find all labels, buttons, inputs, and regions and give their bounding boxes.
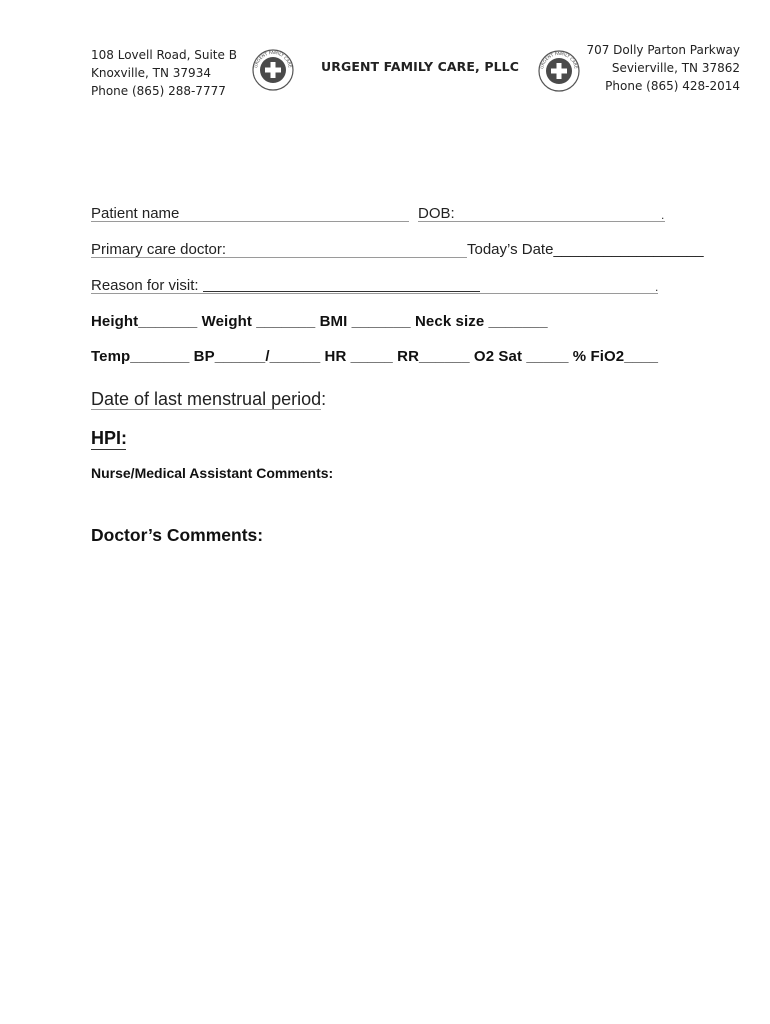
dob-label: DOB: (418, 205, 455, 222)
address-line: 707 Dolly Parton Parkway (586, 43, 740, 57)
dob-end-mark: . (661, 208, 665, 222)
clinic-logo-left (252, 49, 294, 91)
svg-text:URGENT FAMILY CARE: URGENT FAMILY CARE (539, 50, 579, 70)
last-menstrual-period-label: Date of last menstrual period: (91, 389, 327, 409)
clinic-name: URGENT FAMILY CARE, PLLC (321, 59, 519, 74)
todays-date-field[interactable]: Today’s Date__________________ (467, 241, 704, 258)
patient-name-field[interactable] (91, 221, 409, 222)
svg-text:URGENT FAMILY CARE: URGENT FAMILY CARE (253, 49, 293, 69)
primary-care-field[interactable] (91, 257, 467, 258)
address-line: Phone (865) 428-2014 (605, 79, 740, 93)
medical-cross-seal-icon (252, 49, 294, 91)
doctor-comments-label: Doctor’s Comments: (91, 525, 264, 545)
reason-for-visit-label: Reason for visit: (91, 277, 199, 294)
dob-field[interactable] (418, 221, 665, 222)
address-line: 108 Lovell Road, Suite B (91, 48, 237, 62)
clinic-address-sevierville (560, 41, 740, 95)
vitals-row-measurements[interactable]: Height_______ Weight _______ BMI _______ Neck size _______ (91, 313, 548, 330)
address-line: Knoxville, TN 37934 (91, 66, 211, 80)
vitals-row-signs[interactable]: Temp_______ BP______/______ HR _____ RR______ O2 Sat _____ % FiO2____ (91, 348, 659, 365)
hpi-label: HPI: (91, 428, 127, 448)
primary-care-label: Primary care doctor: (91, 241, 227, 258)
patient-name-label: Patient name (91, 205, 180, 222)
hpi-underline (91, 449, 126, 450)
nurse-comments-label: Nurse/Medical Assistant Comments: (91, 465, 334, 481)
address-line: Sevierville, TN 37862 (611, 61, 740, 75)
address-line: Phone (865) 288-7777 (91, 84, 226, 98)
reason-end-mark: . (655, 280, 659, 294)
reason-underline (203, 291, 480, 292)
clinic-address-knoxville (91, 46, 261, 100)
reason-for-visit-field[interactable] (91, 293, 658, 294)
lmp-underline (91, 409, 321, 410)
